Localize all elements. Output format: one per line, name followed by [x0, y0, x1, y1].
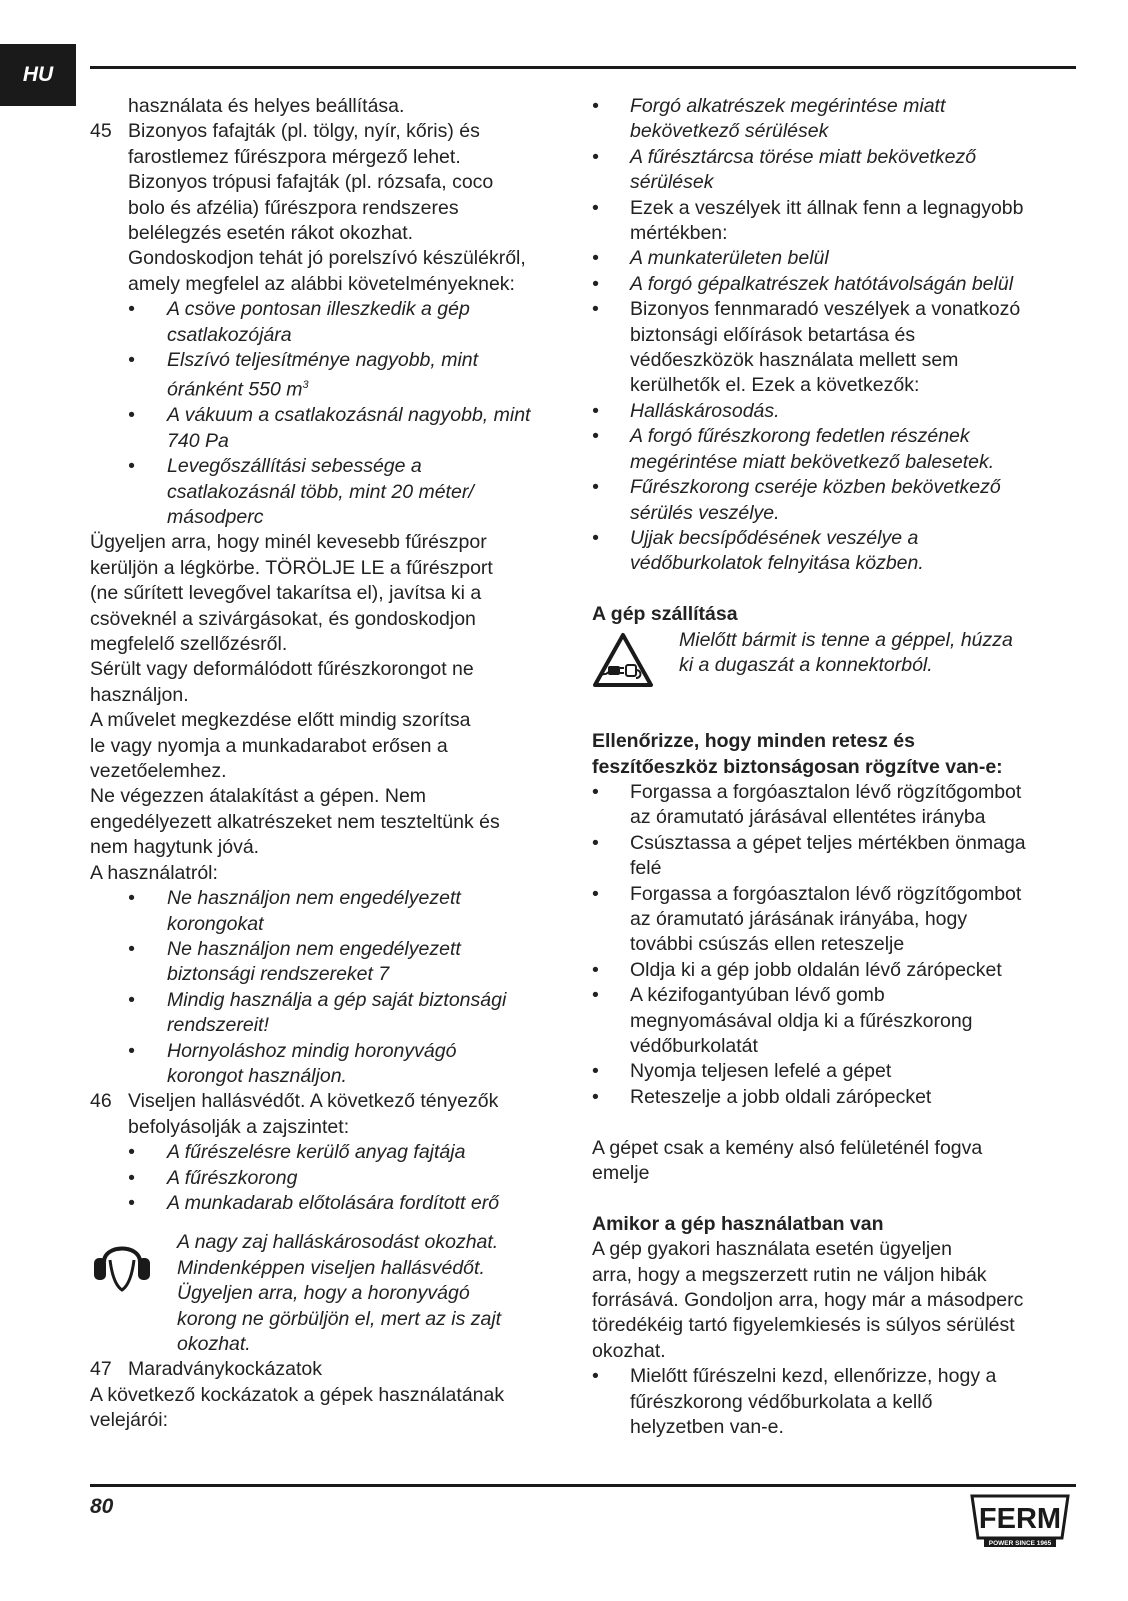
text-line: velejárói: [90, 1409, 169, 1432]
text-line: helyzetben van-e. [630, 1416, 784, 1439]
spacer [592, 1110, 1072, 1135]
bullet-item [592, 958, 1072, 983]
text-line: védőeszközök használata mellett sem [630, 349, 959, 372]
text-line: 740 Pa [167, 429, 229, 452]
text-line: Mielőtt bármit is tenne a géppel, húzza [679, 628, 1013, 651]
bullet-item [592, 424, 1072, 475]
closing-text [90, 1383, 570, 1434]
spacer [592, 704, 1072, 729]
text-line: A nagy zaj halláskárosodást okozhat. [177, 1231, 499, 1254]
text-line: másodperc [167, 506, 264, 528]
text-line: az óramutató járásával ellentétes irányba [630, 806, 986, 829]
text-line: A munkadarab előtolására fordított erő [167, 1191, 500, 1214]
text-line: amely megfelel az alábbi követelményeknek: [128, 272, 515, 295]
text-line: fűrészkorong védőburkolata a kellő [630, 1390, 933, 1413]
text-line: belélegzés esetén rákot okozhat. [128, 222, 414, 245]
bullet-item [90, 1140, 570, 1165]
bullet: • [592, 984, 599, 1007]
text-line: Bizonyos fafajták (pl. tölgy, nyír, kőris) és [128, 120, 480, 143]
text-line: A forgó fűrészkorong fedetlen részének [630, 425, 970, 448]
spacer [592, 678, 1072, 703]
text-line: A használatról: [90, 861, 218, 884]
bullet-item [592, 1059, 1072, 1084]
text-line: Bizonyos trópusi fafajták (pl. rózsafa, coco [128, 171, 494, 194]
page-number: 80 [90, 1495, 114, 1518]
ear-protection-icon [90, 1234, 154, 1294]
bullet-item [90, 403, 570, 454]
bullet: • [592, 95, 599, 117]
text-line: az óramutató járásának irányába, hogy [630, 907, 968, 930]
transport-warning [592, 628, 1072, 679]
text-line: védőburkolatok felnyitása közben. [630, 552, 924, 575]
text-line: Hornyoláshoz mindig horonyvágó [167, 1039, 457, 1062]
text-line: sérülés veszélye. [630, 501, 780, 524]
text-line: nem hagytunk jóvá. [90, 836, 260, 859]
bullet: • [592, 1085, 599, 1108]
text-line: Mindenképpen viseljen hallásvédőt. [177, 1256, 485, 1279]
text-line: A fűrészelésre kerülő anyag fajtája [167, 1141, 466, 1164]
noise-warning [90, 1230, 570, 1357]
bullet-item [90, 886, 570, 937]
bullet-item [592, 475, 1072, 526]
bullet: • [128, 1141, 135, 1164]
text-line: Elszívó teljesítménye nagyobb, mint [167, 349, 479, 372]
item-number: 47 [90, 1358, 112, 1381]
text-line: bekövetkező sérülések [630, 120, 829, 143]
bullet-item [592, 246, 1072, 271]
text-line: A forgó gépalkatrészek hatótávolságán belül [630, 272, 1014, 295]
bullet: • [128, 298, 135, 321]
bullet: • [128, 1166, 135, 1189]
use-heading: Amikor a gép használatban van [592, 1212, 884, 1235]
text-line: biztonsági előírások betartása és [630, 323, 916, 346]
bullet: • [592, 780, 599, 803]
text-line: A művelet megkezdése előtt mindig szorítsa [90, 709, 471, 732]
text-line: Mielőtt fűrészelni kezd, ellenőrizze, hogy a [630, 1365, 997, 1388]
bullet-item [592, 399, 1072, 424]
bullet: • [592, 831, 599, 854]
text-line: bolo és afzélia) fűrészpora rendszeres [128, 196, 459, 219]
bullet-item [592, 297, 1072, 399]
bullet: • [128, 887, 135, 910]
text-line: A fűrésztárcsa törése miatt bekövetkező [630, 145, 977, 168]
bullet: • [592, 476, 599, 499]
logo-text: FERM [978, 1503, 1062, 1535]
text-line: használjon. [90, 683, 189, 706]
text-line: felé [630, 857, 662, 880]
item-47 [90, 1357, 570, 1382]
text-line: csatlakozójára [167, 323, 292, 346]
text-line: Viseljen hallásvédőt. A következő tényezők [128, 1090, 499, 1113]
text-line: töredékéig tartó figyelemkiesés is súlyos sérülést [592, 1314, 1015, 1337]
bullet: • [592, 425, 599, 448]
text-line: Halláskárosodás. [630, 399, 780, 422]
superscript: 3 [302, 379, 309, 392]
bullet: • [592, 1365, 599, 1388]
text-line: Ujjak becsípődésének veszélye a [630, 526, 919, 549]
bullet: • [592, 958, 599, 981]
text-line: okozhat. [177, 1333, 251, 1355]
text-line: befolyásolják a zajszintet: [128, 1115, 350, 1138]
text-line: Bizonyos fennmaradó veszélyek a vonatkozó [630, 298, 1021, 321]
bullet-item [592, 1085, 1072, 1110]
text-line: kerülhetők el. Ezek a következők: [630, 374, 920, 397]
bottom-rule [90, 1484, 1076, 1487]
logo-tagline: POWER SINCE 1965 [988, 1540, 1052, 1547]
text-line: forrásává. Gondoljon arra, hogy már a másodperc [592, 1289, 1024, 1312]
bullet: • [592, 882, 599, 905]
text-line: farostlemez fűrészpora mérgező lehet. [128, 145, 461, 168]
text-line: Forgassa a forgóasztalon lévő rögzítőgombot [630, 882, 1022, 905]
lift-text [592, 1136, 1072, 1187]
item-46 [90, 1089, 570, 1140]
check-heading [592, 729, 1072, 780]
text-line: A fűrészkorong [167, 1166, 298, 1189]
bullet-item [90, 1166, 570, 1191]
text-line: megérintése miatt bekövetkező balesetek. [630, 450, 995, 473]
dust-paragraph [90, 530, 570, 886]
text-line: Oldja ki a gép jobb oldalán lévő zárópecket [630, 958, 1002, 981]
text-line: Sérült vagy deformálódott fűrészkorongot ne [90, 658, 474, 681]
text-line: csöveknél a szivárgásokat, és gondoskodjon [90, 607, 476, 630]
bullet: • [128, 937, 135, 960]
bullet: • [592, 247, 599, 270]
bullet: • [128, 1191, 135, 1214]
text-fragment: óránként 550 m [167, 378, 303, 401]
bullet: • [128, 404, 135, 427]
text-line: Ne végezzen átalakítást a gépen. Nem [90, 785, 427, 808]
text-line: biztonsági rendszereket 7 [167, 963, 390, 986]
bullet-item [592, 526, 1072, 577]
bullet: • [592, 145, 599, 168]
text-line: Ezek a veszélyek itt állnak fenn a legnagyobb [630, 196, 1024, 219]
text-line: korongokat [167, 912, 264, 935]
ferm-logo [964, 1492, 1076, 1548]
text-line: A csöve pontosan illeszkedik a gép [167, 298, 470, 321]
item-45-text [90, 119, 570, 297]
continued-text: használata és helyes beállítása. [128, 95, 405, 117]
text-line: megfelelő szellőzésről. [90, 633, 288, 656]
text-line: Csúsztassa a gépet teljes mértékben önmaga [630, 831, 1026, 854]
text-line [167, 373, 570, 403]
spacer [592, 1186, 1072, 1211]
text-line: Levegőszállítási sebessége a [167, 455, 422, 478]
text-line: (ne sűrített levegővel takarítsa el), javítsa ki a [90, 582, 482, 605]
bullet: • [592, 526, 599, 549]
text-line: Reteszelje a jobb oldali zárópecket [630, 1085, 932, 1108]
text-line: Mindig használja a gép saját biztonsági [167, 988, 507, 1011]
bullet-item [592, 831, 1072, 882]
text-line: A gép gyakori használata esetén ügyeljen [592, 1238, 952, 1261]
spacer [592, 577, 1072, 602]
text-line: Ne használjon nem engedélyezett [167, 937, 461, 960]
use-text [592, 1237, 1072, 1364]
bullet: • [592, 1060, 599, 1083]
text-line: arra, hogy a megszerzett rutin ne váljon hibák [592, 1263, 987, 1286]
text-line: Ne használjon nem engedélyezett [167, 887, 461, 910]
bullet-item [90, 988, 570, 1039]
item-number: 46 [90, 1090, 112, 1113]
item-number: 45 [90, 120, 112, 143]
bullet-item [90, 348, 570, 403]
item-47-title: Maradványkockázatok [128, 1358, 323, 1381]
text-line: Ügyeljen arra, hogy minél kevesebb fűrészpor [90, 531, 487, 554]
bullet-item [90, 454, 570, 530]
bullet-item [90, 937, 570, 988]
text-line: Fűrészkorong cseréje közben bekövetkező [630, 476, 1001, 499]
text-line: kerüljön a légkörbe. TÖRÖLJE LE a fűrészport [90, 556, 493, 579]
bullet-item [592, 272, 1072, 297]
item-45 [90, 119, 570, 297]
right-column [592, 94, 1072, 1440]
text-line: korongot használjon. [167, 1064, 347, 1087]
bullet: • [128, 1039, 135, 1062]
bullet: • [592, 272, 599, 295]
bullet: • [592, 196, 599, 219]
text-line: további csúszás ellen reteszelje [630, 933, 905, 956]
text-line: okozhat. [592, 1339, 666, 1362]
text-line: Nyomja teljesen lefelé a gépet [630, 1060, 892, 1083]
bullet: • [592, 298, 599, 321]
text-line: Forgó alkatrészek megérintése miatt [630, 95, 946, 117]
text-line: feszítőeszköz biztonságosan rögzítve van-e: [592, 755, 1003, 778]
text-line: Ügyeljen arra, hogy a horonyvágó [177, 1282, 470, 1305]
bullet-item [90, 1039, 570, 1090]
text-line: A munkaterületen belül [630, 247, 829, 270]
text-line: A kézifogantyúban lévő gomb [630, 984, 885, 1007]
text-line: Ellenőrizze, hogy minden retesz és [592, 730, 915, 753]
bullet-item [592, 145, 1072, 196]
text-line: A gépet csak a kemény alsó felületénél fogva [592, 1136, 983, 1159]
text-line: Forgassa a forgóasztalon lévő rögzítőgombot [630, 780, 1022, 803]
text-line: megnyomásával oldja ki a fűrészkorong [630, 1009, 973, 1032]
bullet-item [592, 196, 1072, 247]
text-line: Gondoskodjon tehát jó porelszívó készülékről, [128, 247, 526, 270]
bullet-item [592, 94, 1072, 145]
bullet-item [592, 983, 1072, 1059]
text-line: csatlakozásnál több, mint 20 méter/ [167, 480, 474, 503]
item-46-text [90, 1089, 570, 1140]
bullet-item [592, 882, 1072, 958]
left-column [90, 94, 570, 1434]
bullet-item [592, 1364, 1072, 1440]
text-line: emelje [592, 1162, 650, 1184]
text-line: le vagy nyomja a munkadarabot erősen a [90, 734, 448, 757]
bullet-item [90, 297, 570, 348]
text-line: vezetőelemhez. [90, 760, 227, 783]
unplug-warning-icon [592, 632, 654, 688]
text-line: mértékben: [630, 222, 728, 245]
bullet-item [592, 780, 1072, 831]
text-line: korong ne görbüljön el, mert az is zajt [177, 1307, 502, 1330]
text-line: rendszereit! [167, 1014, 269, 1037]
text-line: védőburkolatát [630, 1034, 758, 1057]
transport-heading: A gép szállítása [592, 603, 738, 626]
text-line: ki a dugaszát a konnektorból. [679, 653, 933, 676]
language-tab: HU [0, 44, 76, 106]
text-line: engedélyezett alkatrészeket nem teszteltünk és [90, 810, 500, 833]
text-line: A vákuum a csatlakozásnál nagyobb, mint [167, 404, 531, 427]
text-line: A következő kockázatok a gépek használatának [90, 1383, 505, 1406]
text-line: sérülések [630, 171, 714, 194]
bullet: • [592, 399, 599, 422]
bullet: • [128, 455, 135, 478]
top-rule [90, 66, 1076, 69]
bullet-item [90, 1191, 570, 1216]
bullet: • [128, 349, 135, 372]
bullet: • [128, 988, 135, 1011]
